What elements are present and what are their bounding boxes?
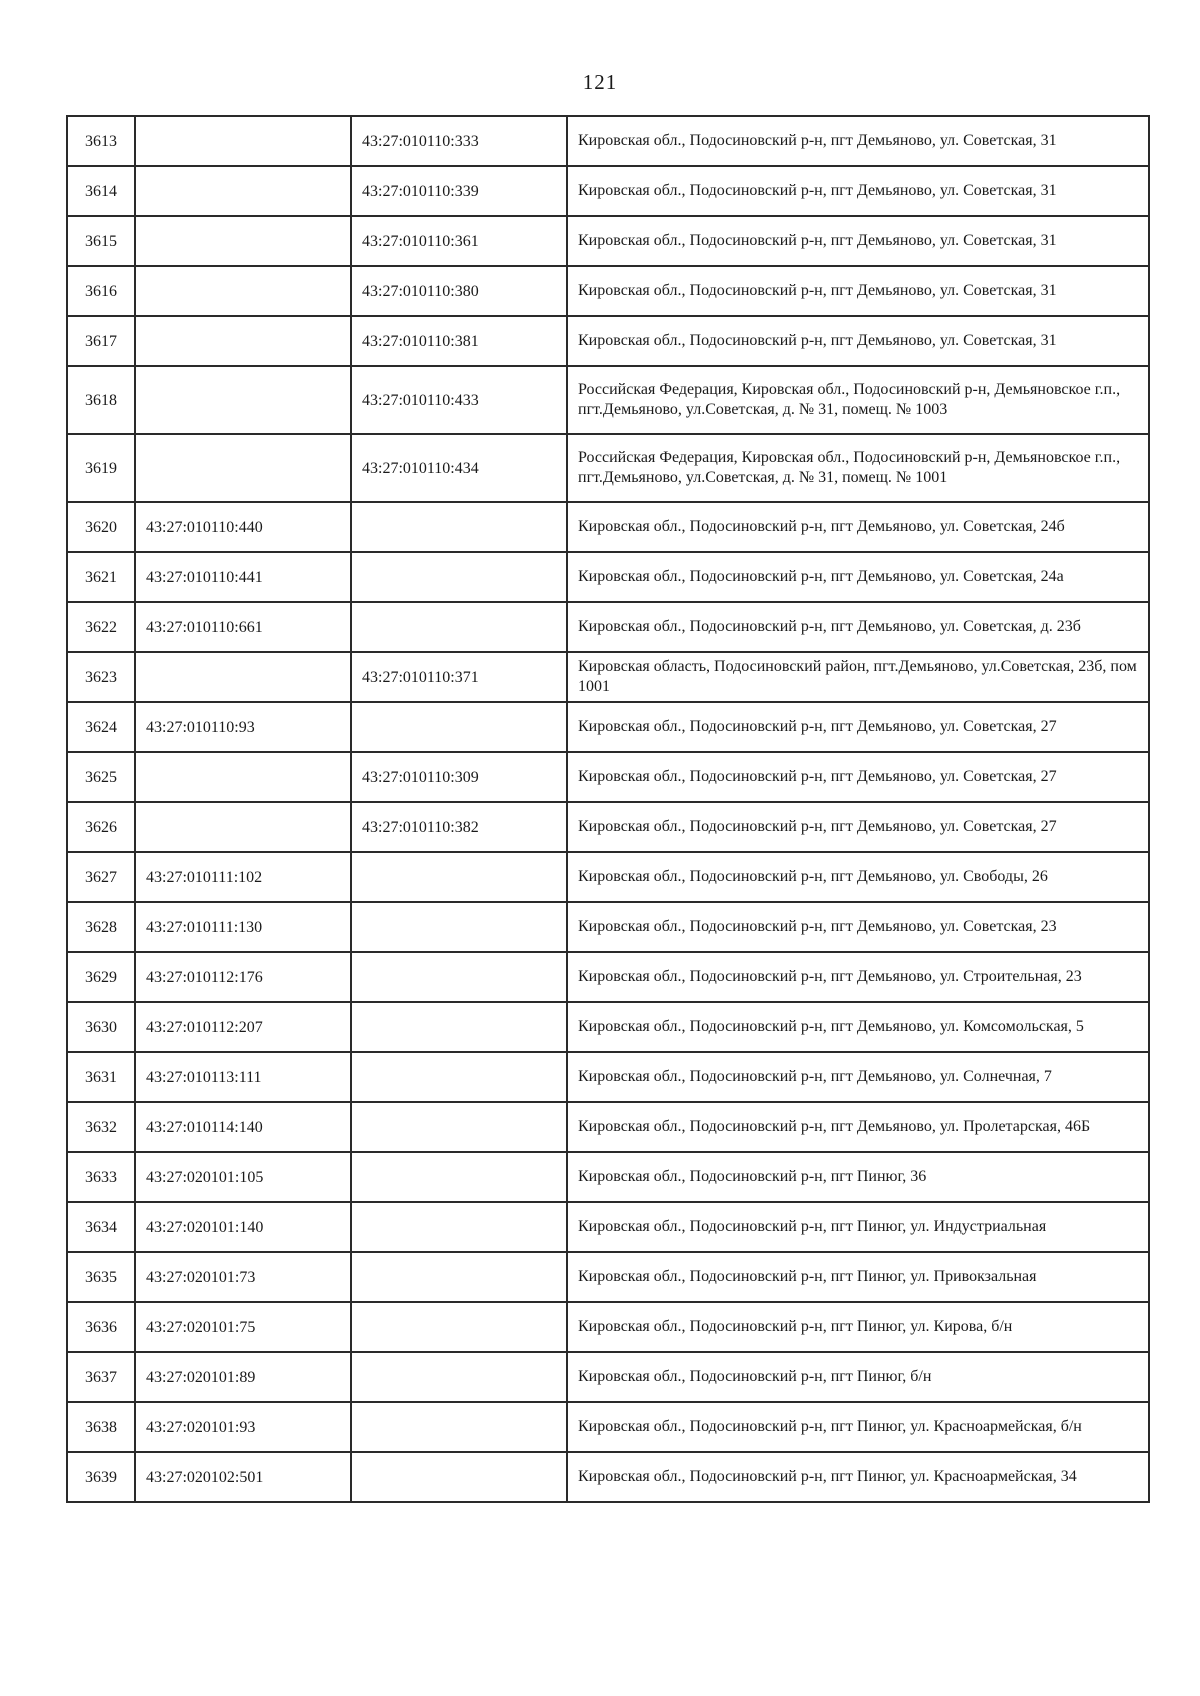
- row-number-cell: 3637: [67, 1352, 135, 1402]
- row-number-cell: 3614: [67, 166, 135, 216]
- row-number-cell: 3634: [67, 1202, 135, 1252]
- building-cadastral-number-cell: [351, 1402, 567, 1452]
- building-cadastral-number-cell: 43:27:010110:433: [351, 366, 567, 434]
- address-cell: Кировская обл., Подосиновский р-н, пгт Демьяново, ул. Советская, д. 23б: [567, 602, 1149, 652]
- land-cadastral-number-cell: 43:27:020101:140: [135, 1202, 351, 1252]
- building-cadastral-number-cell: [351, 1452, 567, 1502]
- table-row: [67, 1452, 1149, 1502]
- building-cadastral-number-cell: 43:27:010110:382: [351, 802, 567, 852]
- table-row: [67, 1402, 1149, 1452]
- row-number-cell: 3638: [67, 1402, 135, 1452]
- land-cadastral-number-cell: [135, 266, 351, 316]
- table-row: [67, 902, 1149, 952]
- address-cell: Кировская обл., Подосиновский р-н, пгт Демьяново, ул. Советская, 23: [567, 902, 1149, 952]
- land-cadastral-number-cell: 43:27:020101:89: [135, 1352, 351, 1402]
- land-cadastral-number-cell: 43:27:020101:73: [135, 1252, 351, 1302]
- land-cadastral-number-cell: [135, 434, 351, 502]
- address-cell: Кировская обл., Подосиновский р-н, пгт Демьяново, ул. Комсомольская, 5: [567, 1002, 1149, 1052]
- address-cell: Кировская обл., Подосиновский р-н, пгт Демьяново, ул. Советская, 31: [567, 266, 1149, 316]
- table-row: [67, 366, 1149, 434]
- land-cadastral-number-cell: 43:27:010113:111: [135, 1052, 351, 1102]
- table-row: [67, 852, 1149, 902]
- row-number-cell: 3621: [67, 552, 135, 602]
- row-number-cell: 3622: [67, 602, 135, 652]
- address-cell: Российская Федерация, Кировская обл., Подосиновский р-н, Демьяновское г.п., пгт.Демьяново, ул.Советская, д. № 31, помещ. № 1001: [567, 434, 1149, 502]
- land-cadastral-number-cell: [135, 802, 351, 852]
- page-number: 121: [582, 70, 618, 94]
- address-cell: Кировская обл., Подосиновский р-н, пгт Демьяново, ул. Советская, 31: [567, 116, 1149, 166]
- building-cadastral-number-cell: [351, 1202, 567, 1252]
- building-cadastral-number-cell: [351, 1002, 567, 1052]
- address-cell: Кировская обл., Подосиновский р-н, пгт Демьяново, ул. Советская, 24а: [567, 552, 1149, 602]
- table-row: [67, 1252, 1149, 1302]
- address-cell: Кировская обл., Подосиновский р-н, пгт Пинюг, ул. Кирова, б/н: [567, 1302, 1149, 1352]
- address-cell: Кировская обл., Подосиновский р-н, пгт Пинюг, б/н: [567, 1352, 1149, 1402]
- building-cadastral-number-cell: [351, 1102, 567, 1152]
- building-cadastral-number-cell: [351, 502, 567, 552]
- building-cadastral-number-cell: 43:27:010110:333: [351, 116, 567, 166]
- table-row: [67, 552, 1149, 602]
- table-row: [67, 1102, 1149, 1152]
- table-row: [67, 702, 1149, 752]
- table-row: [67, 952, 1149, 1002]
- building-cadastral-number-cell: 43:27:010110:434: [351, 434, 567, 502]
- building-cadastral-number-cell: [351, 1252, 567, 1302]
- row-number-cell: 3619: [67, 434, 135, 502]
- address-cell: Кировская обл., Подосиновский р-н, пгт Демьяново, ул. Советская, 31: [567, 316, 1149, 366]
- table-row: [67, 116, 1149, 166]
- row-number-cell: 3625: [67, 752, 135, 802]
- row-number-cell: 3629: [67, 952, 135, 1002]
- row-number-cell: 3639: [67, 1452, 135, 1502]
- building-cadastral-number-cell: [351, 702, 567, 752]
- address-cell: Кировская обл., Подосиновский р-н, пгт Демьяново, ул. Пролетарская, 46Б: [567, 1102, 1149, 1152]
- land-cadastral-number-cell: 43:27:010111:102: [135, 852, 351, 902]
- address-cell: Кировская обл., Подосиновский р-н, пгт Демьяново, ул. Советская, 31: [567, 216, 1149, 266]
- building-cadastral-number-cell: [351, 1302, 567, 1352]
- building-cadastral-number-cell: [351, 1052, 567, 1102]
- land-cadastral-number-cell: 43:27:020101:93: [135, 1402, 351, 1452]
- row-number-cell: 3627: [67, 852, 135, 902]
- building-cadastral-number-cell: 43:27:010110:361: [351, 216, 567, 266]
- address-cell: Кировская обл., Подосиновский р-н, пгт Демьяново, ул. Советская, 31: [567, 166, 1149, 216]
- address-cell: Кировская область, Подосиновский район, пгт.Демьяново, ул.Советская, 23б, пом 1001: [567, 652, 1149, 702]
- building-cadastral-number-cell: [351, 952, 567, 1002]
- building-cadastral-number-cell: 43:27:010110:371: [351, 652, 567, 702]
- land-cadastral-number-cell: [135, 166, 351, 216]
- land-cadastral-number-cell: 43:27:010110:661: [135, 602, 351, 652]
- land-cadastral-number-cell: 43:27:010111:130: [135, 902, 351, 952]
- building-cadastral-number-cell: 43:27:010110:309: [351, 752, 567, 802]
- table-row: [67, 1302, 1149, 1352]
- building-cadastral-number-cell: [351, 902, 567, 952]
- building-cadastral-number-cell: [351, 1352, 567, 1402]
- land-cadastral-number-cell: 43:27:010110:441: [135, 552, 351, 602]
- row-number-cell: 3624: [67, 702, 135, 752]
- table-row: [67, 266, 1149, 316]
- land-cadastral-number-cell: 43:27:010114:140: [135, 1102, 351, 1152]
- address-cell: Кировская обл., Подосиновский р-н, пгт Демьяново, ул. Свободы, 26: [567, 852, 1149, 902]
- land-cadastral-number-cell: [135, 316, 351, 366]
- row-number-cell: 3628: [67, 902, 135, 952]
- land-cadastral-number-cell: [135, 652, 351, 702]
- land-cadastral-number-cell: [135, 216, 351, 266]
- building-cadastral-number-cell: 43:27:010110:381: [351, 316, 567, 366]
- land-cadastral-number-cell: 43:27:020101:105: [135, 1152, 351, 1202]
- row-number-cell: 3620: [67, 502, 135, 552]
- row-number-cell: 3633: [67, 1152, 135, 1202]
- land-cadastral-number-cell: 43:27:010112:176: [135, 952, 351, 1002]
- address-cell: Кировская обл., Подосиновский р-н, пгт Демьяново, ул. Советская, 24б: [567, 502, 1149, 552]
- land-cadastral-number-cell: 43:27:010110:440: [135, 502, 351, 552]
- row-number-cell: 3616: [67, 266, 135, 316]
- address-cell: Кировская обл., Подосиновский р-н, пгт Пинюг, 36: [567, 1152, 1149, 1202]
- table-row: [67, 1002, 1149, 1052]
- building-cadastral-number-cell: 43:27:010110:339: [351, 166, 567, 216]
- table-row: [67, 434, 1149, 502]
- row-number-cell: 3632: [67, 1102, 135, 1152]
- row-number-cell: 3626: [67, 802, 135, 852]
- row-number-cell: 3618: [67, 366, 135, 434]
- row-number-cell: 3615: [67, 216, 135, 266]
- address-cell: Кировская обл., Подосиновский р-н, пгт Пинюг, ул. Красноармейская, 34: [567, 1452, 1149, 1502]
- address-cell: Кировская обл., Подосиновский р-н, пгт Демьяново, ул. Советская, 27: [567, 802, 1149, 852]
- building-cadastral-number-cell: [351, 852, 567, 902]
- table-row: [67, 166, 1149, 216]
- building-cadastral-number-cell: [351, 602, 567, 652]
- table-row: [67, 216, 1149, 266]
- row-number-cell: 3617: [67, 316, 135, 366]
- building-cadastral-number-cell: [351, 1152, 567, 1202]
- address-cell: Российская Федерация, Кировская обл., Подосиновский р-н, Демьяновское г.п., пгт.Демьяново, ул.Советская, д. № 31, помещ. № 1003: [567, 366, 1149, 434]
- address-cell: Кировская обл., Подосиновский р-н, пгт Демьяново, ул. Солнечная, 7: [567, 1052, 1149, 1102]
- building-cadastral-number-cell: [351, 552, 567, 602]
- row-number-cell: 3630: [67, 1002, 135, 1052]
- table-row: [67, 1052, 1149, 1102]
- land-cadastral-number-cell: [135, 366, 351, 434]
- building-cadastral-number-cell: 43:27:010110:380: [351, 266, 567, 316]
- row-number-cell: 3636: [67, 1302, 135, 1352]
- address-cell: Кировская обл., Подосиновский р-н, пгт Пинюг, ул. Красноармейская, б/н: [567, 1402, 1149, 1452]
- row-number-cell: 3613: [67, 116, 135, 166]
- table-row: [67, 1202, 1149, 1252]
- land-cadastral-number-cell: 43:27:020102:501: [135, 1452, 351, 1502]
- address-cell: Кировская обл., Подосиновский р-н, пгт Демьяново, ул. Советская, 27: [567, 752, 1149, 802]
- address-cell: Кировская обл., Подосиновский р-н, пгт Демьяново, ул. Советская, 27: [567, 702, 1149, 752]
- row-number-cell: 3631: [67, 1052, 135, 1102]
- address-cell: Кировская обл., Подосиновский р-н, пгт Пинюг, ул. Индустриальная: [567, 1202, 1149, 1252]
- land-cadastral-number-cell: [135, 116, 351, 166]
- table-row: [67, 1352, 1149, 1402]
- row-number-cell: 3623: [67, 652, 135, 702]
- table-body: [67, 116, 1149, 1502]
- address-cell: Кировская обл., Подосиновский р-н, пгт Демьяново, ул. Строительная, 23: [567, 952, 1149, 1002]
- table-row: [67, 316, 1149, 366]
- address-cell: Кировская обл., Подосиновский р-н, пгт Пинюг, ул. Привокзальная: [567, 1252, 1149, 1302]
- table-row: [67, 802, 1149, 852]
- cadastral-table: [66, 115, 1150, 1503]
- table-row: [67, 652, 1149, 702]
- table-row: [67, 602, 1149, 652]
- table-row: [67, 502, 1149, 552]
- land-cadastral-number-cell: 43:27:010110:93: [135, 702, 351, 752]
- land-cadastral-number-cell: 43:27:020101:75: [135, 1302, 351, 1352]
- row-number-cell: 3635: [67, 1252, 135, 1302]
- table-row: [67, 752, 1149, 802]
- land-cadastral-number-cell: 43:27:010112:207: [135, 1002, 351, 1052]
- table-row: [67, 1152, 1149, 1202]
- land-cadastral-number-cell: [135, 752, 351, 802]
